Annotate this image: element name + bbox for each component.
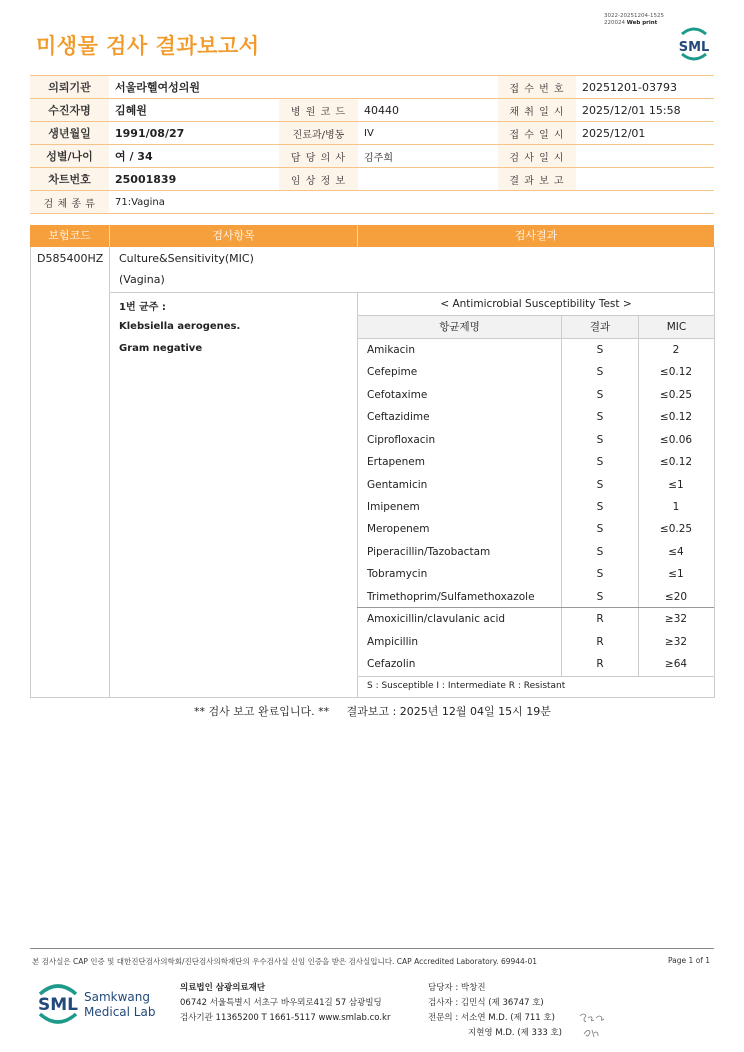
svg-text:SML: SML [38, 995, 78, 1015]
label-dob: 생년월일 [30, 122, 109, 145]
ast-drug-name: Ciprofloxacin [367, 434, 436, 446]
ast-drug-result: S [596, 479, 604, 491]
ast-legend: S : Susceptible I : Intermediate R : Resistant [367, 681, 566, 691]
label-patient: 수진자명 [30, 99, 109, 122]
value-specimen: 71:Vagina [109, 191, 714, 214]
patient-info-table [30, 75, 714, 214]
label-specimen: 검 체 종 류 [30, 191, 109, 214]
ast-drug-mic: ≤20 [664, 591, 688, 603]
label-receipt-no: 접 수 번 호 [498, 76, 576, 99]
svg-text:Medical Lab: Medical Lab [84, 1005, 156, 1019]
org-info [180, 981, 390, 1026]
ast-drug-result: S [596, 568, 604, 580]
ast-drug-result: R [596, 636, 604, 648]
gram-stain: Gram negative [119, 343, 203, 354]
value-receipt-no: 20251201-03793 [576, 76, 714, 99]
staff-specialist-2: 지현영 M.D. (제 333 호) [468, 1028, 563, 1038]
ast-drug-result: S [596, 366, 604, 378]
organism-label: 1번 균주 : [119, 302, 166, 313]
col-test-result: 검사결과 [514, 229, 558, 242]
svg-text:Samkwang: Samkwang [84, 990, 150, 1004]
value-doctor: 김주희 [358, 145, 498, 168]
value-dob: 1991/08/27 [109, 122, 279, 145]
ast-drug-name: Tobramycin [367, 568, 428, 580]
ast-drug-mic: 2 [672, 344, 680, 356]
insurance-code: D585400HZ [37, 252, 104, 265]
label-clinical: 임 상 정 보 [279, 168, 358, 191]
ast-drug-name: Amoxicillin/clavulanic acid [367, 613, 506, 625]
col-test-item: 검사항목 [212, 229, 255, 242]
ast-drug-name: Trimethoprim/Sulfamethoxazole [367, 591, 535, 603]
value-sex-age: 여 / 34 [109, 145, 279, 168]
ast-col-drug: 항균제명 [358, 316, 561, 338]
ast-drug-mic: ≤0.12 [659, 366, 693, 378]
ast-drug-name: Ertapenem [367, 456, 425, 468]
value-reported [576, 168, 714, 191]
ast-drug-result: S [596, 591, 604, 603]
print-id: 3022-20251204-1525 220024 Web print [604, 13, 664, 26]
ast-drug-result: S [596, 456, 604, 468]
ast-title: < Antimicrobial Susceptibility Test > [440, 298, 632, 310]
sml-logo-icon [676, 26, 712, 62]
ast-drug-name: Imipenem [367, 501, 420, 513]
label-reported: 결 과 보 고 [498, 168, 576, 191]
completion-notice: ** 검사 보고 완료입니다. ** 결과보고 : 2025년 12월 04일 15시 19분 [194, 705, 551, 718]
ast-drug-name: Gentamicin [367, 479, 428, 491]
organism-name: Klebsiella aerogenes. [119, 321, 241, 332]
staff-specialist-1: 전문의 : 서소연 M.D. (제 711 호) [428, 1013, 555, 1023]
value-requester: 서울라헬여성의원 [109, 76, 498, 99]
label-requester: 의뢰기관 [30, 76, 109, 99]
ast-drug-result: S [596, 411, 604, 423]
label-doctor: 담 당 의 사 [279, 145, 358, 168]
org-contact: 검사기관 11365200 T 1661-5117 www.smlab.co.kr [180, 1013, 391, 1023]
ast-drug-name: Ceftazidime [367, 411, 430, 423]
ast-drug-mic: ≥32 [664, 613, 688, 625]
ast-drug-result: S [596, 389, 604, 401]
test-item-specimen: (Vagina) [119, 273, 165, 286]
ast-col-mic: MIC [639, 316, 714, 338]
label-sex-age: 성별/나이 [30, 145, 109, 168]
report-title: 미생물 검사 결과보고서 [36, 34, 260, 58]
staff-tester: 검사자 : 김민식 (제 36747 호) [428, 998, 544, 1008]
label-received: 접 수 일 시 [498, 122, 576, 145]
value-hospital-code: 40440 [358, 99, 498, 122]
ast-drug-mic: 1 [672, 501, 680, 513]
label-tested: 검 사 일 시 [498, 145, 576, 168]
ast-drug-mic: ≥64 [664, 658, 688, 670]
staff-info [428, 981, 562, 1041]
footer-divider [30, 948, 714, 949]
ast-drug-result: S [596, 523, 604, 535]
ast-drug-mic: ≤1 [668, 568, 684, 580]
ast-drug-result: R [596, 613, 604, 625]
ast-drug-name: Cefotaxime [367, 389, 428, 401]
ast-drug-result: S [596, 546, 604, 558]
ast-drug-name: Cefepime [367, 366, 418, 378]
col-insurance-code: 보험코드 [48, 229, 91, 242]
svg-text:SML: SML [678, 40, 710, 55]
value-patient: 김혜원 [109, 99, 279, 122]
org-address: 06742 서울특별시 서초구 바우뫼로41길 57 삼광빌딩 [180, 998, 382, 1008]
value-chart: 25001839 [109, 168, 279, 191]
ast-drug-result: S [596, 434, 604, 446]
ast-drug-result: S [596, 344, 604, 356]
label-collect: 채 취 일 시 [498, 99, 576, 122]
ast-drug-mic: ≤0.25 [659, 389, 693, 401]
ast-drug-name: Cefazolin [367, 658, 416, 670]
label-hospital-code: 병 원 코 드 [279, 99, 358, 122]
page-number: Page 1 of 1 [668, 956, 711, 965]
label-chart: 차트번호 [30, 168, 109, 191]
test-item-name: Culture&Sensitivity(MIC) [119, 252, 254, 265]
ast-drug-result: S [596, 501, 604, 513]
accreditation-note: 본 검사실은 CAP 인증 및 대한진단검사의학회/진단검사의학재단의 우수검사실 신임 인증을 받은 검사실입니다. CAP Accredited Laboratory. 69944-01 [32, 957, 538, 966]
ast-drug-mic: ≥32 [664, 636, 688, 648]
ast-drug-name: Ampicillin [367, 636, 419, 648]
signature-icon [576, 1010, 610, 1044]
ast-drug-mic: ≤0.06 [659, 434, 693, 446]
value-clinical [358, 168, 498, 191]
ast-drug-mic: ≤1 [668, 479, 684, 491]
ast-col-result: 결과 [562, 316, 638, 338]
ast-drug-result: R [596, 658, 604, 670]
label-dept: 진료과/병동 [279, 122, 358, 145]
org-name: 의료법인 삼광의료재단 [180, 983, 266, 993]
ast-drug-name: Meropenem [367, 523, 430, 535]
value-received: 2025/12/01 [576, 122, 714, 145]
value-dept: IV [358, 122, 498, 145]
ast-drug-mic: ≤0.12 [659, 456, 693, 468]
ast-drug-name: Piperacillin/Tazobactam [367, 546, 491, 558]
ast-drug-mic: ≤0.25 [659, 523, 693, 535]
ast-drug-mic: ≤0.12 [659, 411, 693, 423]
staff-manager: 담당자 : 박창진 [428, 983, 486, 993]
ast-drug-name: Amikacin [367, 344, 416, 356]
value-collect: 2025/12/01 15:58 [576, 99, 714, 122]
value-tested [576, 145, 714, 168]
samkwang-logo-icon [36, 980, 166, 1030]
ast-drug-mic: ≤4 [668, 546, 684, 558]
